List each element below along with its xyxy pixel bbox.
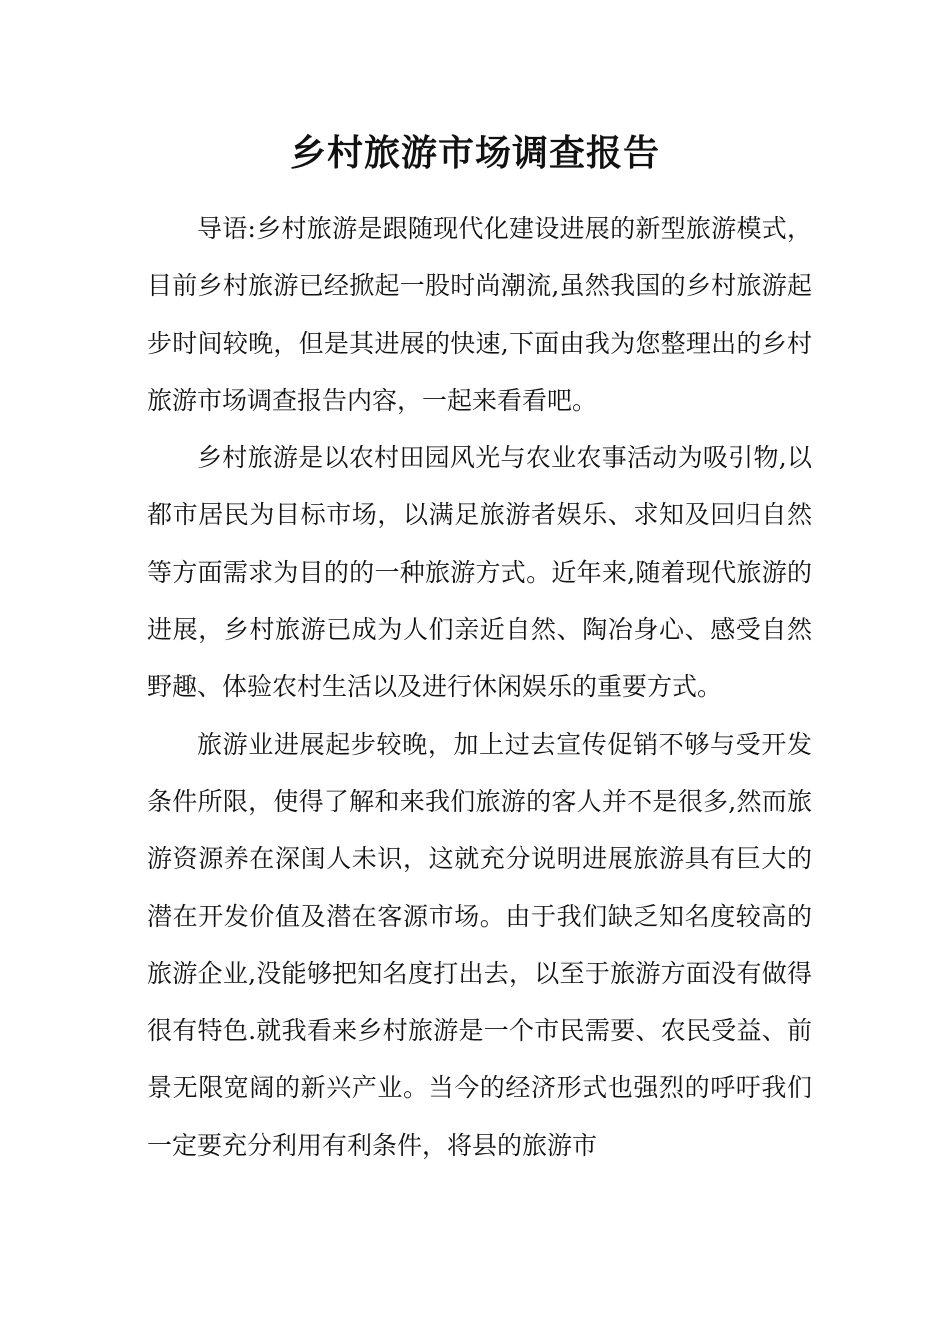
document-title: 乡村旅游市场调查报告 (289, 132, 660, 174)
paragraph-definition: 乡村旅游是以农村田园风光与农业农事活动为吸引物,以都市居民为目标市场，以满足旅游者娱乐、求知及回归自然等方面需求为目的的一种旅游方式。近年来,随着现代旅游的进展，乡村旅游已成为人们亲近自然、陶冶身心、感受自然野趣、体验农村生活以及进行休闲娱乐的重要方式。 (147, 443, 812, 702)
paragraph-intro: 导语:乡村旅游是跟随现代化建设进展的新型旅游模式，目前乡村旅游已经掀起一股时尚潮流,虽然我国的乡村旅游起步时间较晚，但是其进展的快速,下面由我为您整理出的乡村旅游市场调查报告内容，一起来看看吧。 (147, 214, 812, 415)
document-body (147, 200, 812, 1174)
paragraph-development: 旅游业进展起步较晚，加上过去宣传促销不够与受开发条件所限，使得了解和来我们旅游的客人并不是很多,然而旅游资源养在深闺人未识，这就充分说明进展旅游具有巨大的潜在开发价值及潜在客源市场。由于我们缺乏知名度较高的旅游企业,没能够把知名度打出去，以至于旅游方面没有做得很有特色.就我看来乡村旅游是一个市民需要、农民受益、前景无限宽阔的新兴产业。当今的经济形式也强烈的呼吁我们一定要充分利用有利条件，将县的旅游市 (147, 729, 812, 1160)
